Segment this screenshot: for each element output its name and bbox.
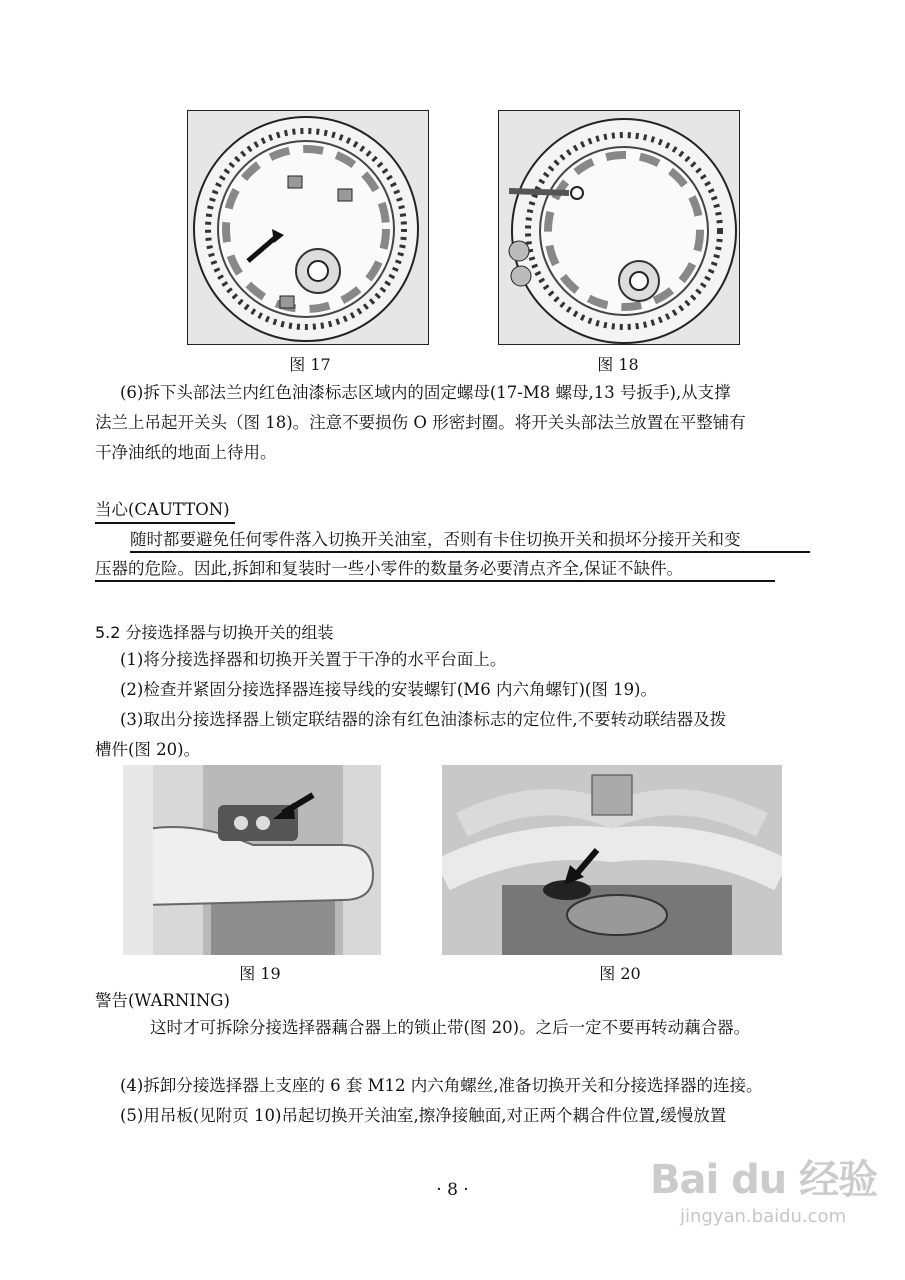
page-number: · 8 · [436, 1180, 469, 1200]
caution-title-underline [95, 522, 235, 524]
caution-title: 当心(CAUTTON) [95, 500, 230, 519]
tap-changer-top-view-illustration [188, 111, 428, 344]
step-6-line-2: 法兰上吊起开关头（图 18)。注意不要损伤 O 形密封圈。将开关头部法兰放置在平整铺有 [95, 413, 746, 432]
caution-line-2: 压器的危险。因此,拆卸和复装时一些小零件的数量务必要清点齐全,保证不缺件。 [95, 559, 683, 578]
figure-18-image [498, 110, 740, 345]
figure-20-photo [442, 765, 782, 955]
figure-19-caption: 图 19 [239, 964, 281, 983]
figure-17-image [187, 110, 429, 345]
figure-18-caption: 图 18 [597, 355, 639, 374]
figure-17-caption: 图 17 [289, 355, 331, 374]
coupling-photo [442, 765, 782, 955]
step-6-line-1: (6)拆下头部法兰内红色油漆标志区域内的固定螺母(17-M8 螺母,13 号扳手),从支撑 [120, 383, 731, 402]
section-5-2-step-3-line-2: 槽件(图 20)。 [95, 740, 201, 759]
section-5-2-heading: 5.2 分接选择器与切换开关的组装 [95, 623, 334, 642]
caution-line-1: 随时都要避免任何零件落入切换开关油室，否则有卡住切换开关和损坏分接开关和变 [130, 530, 741, 549]
selector-connection-photo [123, 765, 381, 955]
section-5-2-step-1: (1)将分接选择器和切换开关置于干净的水平台面上。 [120, 650, 507, 669]
step-5: (5)用吊板(见附页 10)吊起切换开关油室,擦净接触面,对正两个耦合件位置,缓慢放置 [120, 1106, 727, 1125]
section-5-2-step-2: (2)检查并紧固分接选择器连接导线的安装螺钉(M6 内六角螺钉)(图 19)。 [120, 680, 657, 699]
figure-20-caption: 图 20 [599, 964, 641, 983]
caution-line-2-underline [95, 580, 775, 582]
warning-title: 警告(WARNING) [95, 991, 230, 1010]
baidu-jingyan-watermark [640, 1148, 880, 1248]
warning-text: 这时才可拆除分接选择器藕合器上的锁止带(图 20)。之后一定不要再转动藕合器。 [150, 1018, 751, 1037]
tap-changer-removal-illustration [499, 111, 739, 344]
watermark-url: jingyan.baidu.com [680, 1206, 847, 1227]
caution-line-1-underline [130, 551, 810, 553]
figure-19-photo [123, 765, 381, 955]
step-6-line-3: 干净油纸的地面上待用。 [95, 443, 277, 462]
watermark-brand: Bai du 经验 [650, 1157, 878, 1203]
section-5-2-step-3-line-1: (3)取出分接选择器上锁定联结器的涂有红色油漆标志的定位件,不要转动联结器及拨 [120, 710, 727, 729]
step-4: (4)拆卸分接选择器上支座的 6 套 M12 内六角螺丝,准备切换开关和分接选择器的连接。 [120, 1076, 763, 1095]
